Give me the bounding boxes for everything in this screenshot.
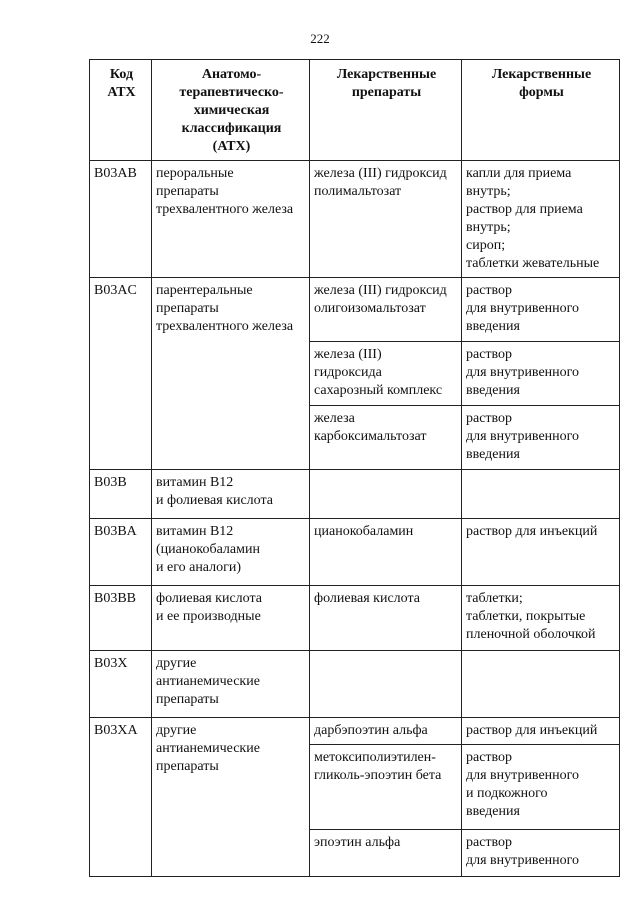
dosage-form-cell: [462, 470, 620, 519]
table-row: [90, 278, 620, 342]
drug-name-cell: эпоэтин альфа: [310, 830, 462, 877]
atx-drug-table: [89, 59, 620, 877]
classification-cell: другие антианемические препараты: [152, 718, 310, 877]
table-row: [90, 470, 620, 519]
atx-code-cell: B03XA: [90, 718, 152, 877]
dosage-form-cell: раствор для внутривенного: [462, 830, 620, 877]
drug-name-cell: железа карбоксимальтозат: [310, 406, 462, 470]
classification-cell: пероральные препараты трехвалентного железа: [152, 161, 310, 278]
atx-code-cell: B03BB: [90, 586, 152, 651]
dosage-form-cell: раствор для внутривенного и подкожного введения: [462, 745, 620, 830]
dosage-form-cell: раствор для внутривенного введения: [462, 406, 620, 470]
header-drugs: Лекарственные препараты: [310, 60, 462, 161]
drug-name-cell: дарбэпоэтин альфа: [310, 718, 462, 745]
table-row: [90, 718, 620, 745]
dosage-form-cell: раствор для внутривенного введения: [462, 342, 620, 406]
dosage-form-cell: таблетки; таблетки, покрытые пленочной оболочкой: [462, 586, 620, 651]
header-atx-code: Код АТХ: [90, 60, 152, 161]
drug-name-cell: железа (III) гидроксид полимальтозат: [310, 161, 462, 278]
classification-cell: витамин B12 и фолиевая кислота: [152, 470, 310, 519]
dosage-form-cell: раствор для внутривенного введения: [462, 278, 620, 342]
table-row: [90, 519, 620, 586]
drug-name-cell: железа (III) гидроксида сахарозный комплекс: [310, 342, 462, 406]
header-dosage-forms: Лекарственные формы: [462, 60, 620, 161]
table-row: [90, 586, 620, 651]
dosage-form-cell: капли для приема внутрь; раствор для приема внутрь; сироп; таблетки жевательные: [462, 161, 620, 278]
classification-cell: витамин B12 (цианокобаламин и его аналоги): [152, 519, 310, 586]
dosage-form-cell: [462, 651, 620, 718]
classification-cell: другие антианемические препараты: [152, 651, 310, 718]
drug-name-cell: метоксиполиэтилен- гликоль-эпоэтин бета: [310, 745, 462, 830]
atx-code-cell: B03BA: [90, 519, 152, 586]
atx-code-cell: B03X: [90, 651, 152, 718]
classification-cell: фолиевая кислота и ее производные: [152, 586, 310, 651]
dosage-form-cell: раствор для инъекций: [462, 519, 620, 586]
dosage-form-cell: раствор для инъекций: [462, 718, 620, 745]
page-number: 222: [310, 31, 330, 46]
drug-name-cell: железа (III) гидроксид олигоизомальтозат: [310, 278, 462, 342]
table-row: [90, 651, 620, 718]
drug-name-cell: цианокобаламин: [310, 519, 462, 586]
atx-code-cell: B03B: [90, 470, 152, 519]
drug-name-cell: [310, 470, 462, 519]
drug-name-cell: фолиевая кислота: [310, 586, 462, 651]
header-atx-classification: Анатомо- терапевтическо- химическая классификация (АТХ): [152, 60, 310, 161]
table-header-row: [90, 60, 620, 161]
atx-code-cell: B03AC: [90, 278, 152, 470]
classification-cell: парентеральные препараты трехвалентного железа: [152, 278, 310, 470]
table-row: [90, 161, 620, 278]
drug-name-cell: [310, 651, 462, 718]
atx-code-cell: B03AB: [90, 161, 152, 278]
